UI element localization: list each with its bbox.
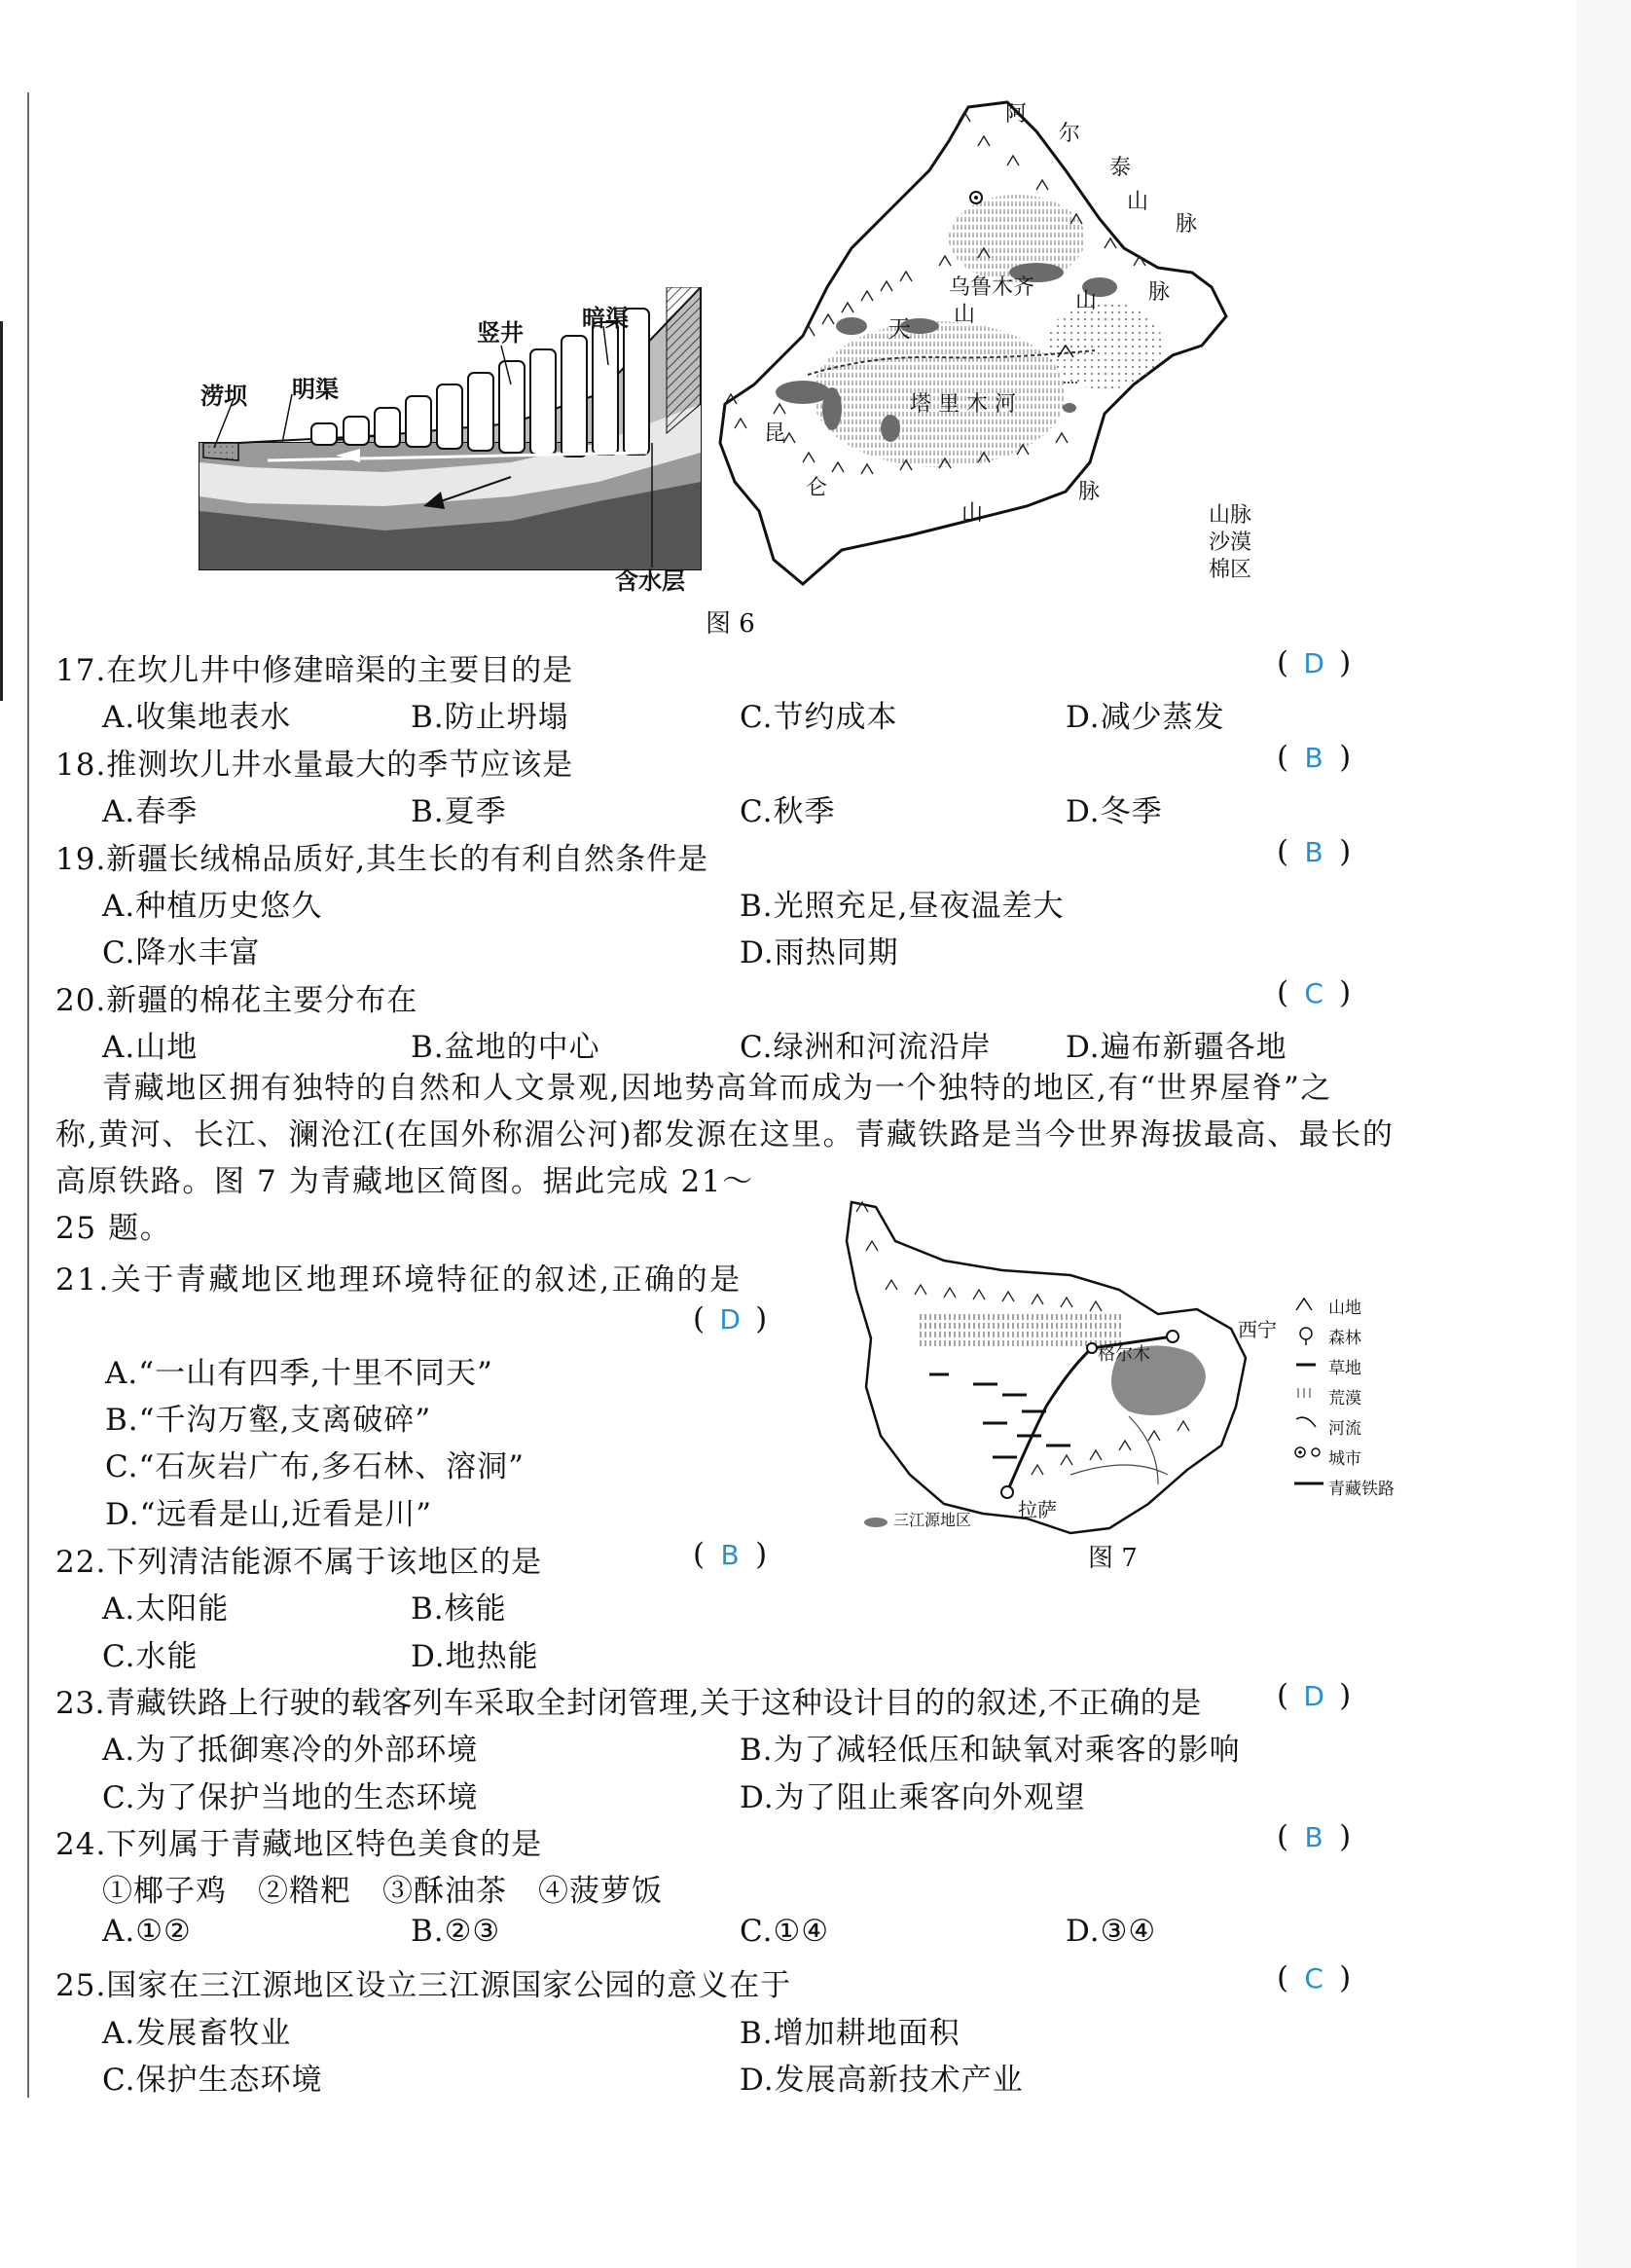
question-25-option-d: D.发展高新技术产业 (740, 2063, 1024, 2098)
question-23-answer-value: D (1303, 1680, 1324, 1712)
question-21-option-c: C.“石灰岩广布,多石林、溶洞” (105, 1449, 526, 1484)
question-18-option-a: A.春季 (102, 794, 199, 829)
question-23-answer: ( D ) (1277, 1678, 1352, 1713)
passage-line-2: 称,黄河、长江、澜沧江(在国外称湄公河)都发源在这里。青藏铁路是当今世界海拔最高、最长的 (55, 1117, 1395, 1152)
question-24-items: ①椰子鸡 ②糌粑 ③酥油茶 ④菠萝饭 (102, 1874, 663, 1909)
legend-desert-label: 沙漠 (1209, 530, 1252, 555)
map-label-tianshan-3: 山 (1075, 289, 1098, 313)
question-20-answer-value: C (1304, 977, 1323, 1009)
label-hidden-channel: 暗渠 (582, 304, 629, 332)
legend-grassland-label: 草地 (1328, 1359, 1361, 1378)
question-25-stem: 25.国家在三江源地区设立三江源国家公园的意义在于 (55, 1968, 792, 2003)
map-label-city-urumqi: 乌鲁木齐 (949, 275, 1035, 300)
question-19-answer-value: B (1304, 836, 1323, 868)
question-22-stem: 22.下列清洁能源不属于该地区的是 (55, 1545, 543, 1580)
figure7-legend-symbols (1292, 1295, 1327, 1499)
question-23-stem: 23.青藏铁路上行驶的载客列车采取全封闭管理,关于这种设计目的的叙述,不正确的是 (55, 1686, 1203, 1721)
question-20-option-a: A.山地 (102, 1030, 199, 1065)
question-17-option-d: D.减少蒸发 (1066, 700, 1225, 735)
question-23-option-d: D.为了阻止乘客向外观望 (740, 1780, 1086, 1815)
question-17-option-b: B.防止坍塌 (411, 700, 569, 735)
question-24-option-c: C.①④ (740, 1914, 830, 1949)
map-label-kunlun-1: 昆 (764, 421, 786, 446)
qinghai-tibet-map (837, 1183, 1294, 1543)
map-label-altay-3: 泰 (1109, 156, 1132, 180)
map-label-lhasa: 拉萨 (1018, 1498, 1057, 1521)
map-label-altay-5: 脉 (1176, 212, 1198, 237)
question-18-option-c: C.秋季 (740, 794, 836, 829)
label-dam: 涝坝 (200, 382, 247, 410)
figure6-caption: 图 6 (706, 609, 755, 639)
question-18-answer: ( B ) (1277, 740, 1352, 775)
question-21-option-b: B.“千沟万壑,支离破碎” (105, 1403, 432, 1438)
question-21-answer-value: D (719, 1303, 741, 1335)
question-24-stem: 24.下列属于青藏地区特色美食的是 (55, 1827, 543, 1862)
question-20-stem: 20.新疆的棉花主要分布在 (55, 983, 418, 1018)
label-aquifer: 含水层 (615, 567, 685, 595)
map-label-xining: 西宁 (1238, 1318, 1277, 1341)
question-21-option-d: D.“远看是山,近看是川” (105, 1497, 433, 1532)
question-20-option-d: D.遍布新疆各地 (1066, 1030, 1287, 1065)
question-24-option-b: B.②③ (411, 1914, 501, 1949)
map-label-kunlun-4: 脉 (1078, 480, 1101, 504)
question-19-option-b: B.光照充足,昼夜温差大 (740, 889, 1065, 924)
map-label-tarim-river: 塔 里 木 河 (910, 392, 1016, 417)
map-label-sanjiangyuan: 三江源地区 (893, 1511, 972, 1529)
legend-railway-label: 青藏铁路 (1328, 1480, 1395, 1499)
question-19-option-a: A.种植历史悠久 (102, 889, 323, 924)
map-label-tianshan-1: 天 (888, 315, 911, 343)
question-17-stem: 17.在坎儿井中修建暗渠的主要目的是 (55, 653, 574, 688)
question-25-answer-value: C (1304, 1962, 1323, 1994)
question-22-option-b: B.核能 (411, 1591, 507, 1627)
question-17-answer-value: D (1303, 647, 1324, 679)
question-23-option-b: B.为了减轻低压和缺氧对乘客的影响 (740, 1733, 1241, 1768)
question-19-stem: 19.新疆长绒棉品质好,其生长的有利自然条件是 (55, 842, 709, 877)
question-25-option-a: A.发展畜牧业 (102, 2016, 292, 2051)
figure7-caption: 图 7 (1088, 1544, 1138, 1573)
question-17-answer: ( D ) (1277, 645, 1352, 680)
question-22-option-c: C.水能 (102, 1639, 199, 1674)
question-22-option-a: A.太阳能 (102, 1591, 230, 1627)
question-21-answer: ( D ) (693, 1301, 768, 1336)
passage-line-1: 青藏地区拥有独特的自然和人文景观,因地势高耸而成为一个独特的地区,有“世界屋脊”之 (102, 1071, 1332, 1106)
margin-line (27, 92, 29, 2098)
legend-desert7-label: 荒漠 (1328, 1389, 1361, 1408)
map-label-altay-4: 山 (1127, 190, 1149, 214)
question-22-option-d: D.地热能 (411, 1639, 539, 1674)
question-21-option-a: A.“一山有四季,十里不同天” (105, 1356, 493, 1391)
question-24-option-a: A.①② (102, 1914, 192, 1949)
question-18-option-b: B.夏季 (411, 794, 507, 829)
question-18-answer-value: B (1304, 742, 1323, 774)
map-label-tianshan-4: 脉 (1148, 280, 1171, 305)
legend-city-label: 城市 (1328, 1449, 1361, 1469)
passage-line-4: 25 题。 (55, 1211, 172, 1246)
xinjiang-map (715, 92, 1260, 589)
legend-cotton-label: 棉区 (1209, 558, 1252, 582)
question-17-option-a: A.收集地表水 (102, 700, 292, 735)
question-24-option-d: D.③④ (1066, 1914, 1157, 1949)
map-label-altay-1: 阿 (1005, 102, 1028, 127)
passage-line-3: 高原铁路。图 7 为青藏地区简图。据此完成 21～ (55, 1164, 754, 1199)
label-open-channel: 明渠 (292, 375, 339, 403)
question-20-answer: ( C ) (1277, 975, 1352, 1010)
map-label-kunlun-3: 山 (961, 501, 984, 526)
legend-mountain-label: 山脉 (1209, 503, 1252, 528)
question-23-option-c: C.为了保护当地的生态环境 (102, 1780, 479, 1815)
question-18-stem: 18.推测坎儿井水量最大的季节应该是 (55, 748, 574, 783)
legend-mountain-land-label: 山地 (1328, 1299, 1361, 1318)
question-25-option-c: C.保护生态环境 (102, 2063, 323, 2098)
karez-diagram (190, 287, 715, 594)
legend-river-label: 河流 (1328, 1419, 1361, 1439)
question-25-option-b: B.增加耕地面积 (740, 2016, 960, 2051)
map-label-kunlun-2: 仑 (806, 476, 828, 500)
question-24-answer: ( B ) (1277, 1819, 1352, 1854)
question-20-option-b: B.盆地的中心 (411, 1030, 600, 1065)
question-19-option-d: D.雨热同期 (740, 935, 899, 970)
question-19-option-c: C.降水丰富 (102, 935, 261, 970)
map-label-altay-2: 尔 (1059, 122, 1081, 146)
map-label-tianshan-2: 山 (954, 303, 976, 327)
question-22-answer: ( B ) (693, 1537, 768, 1572)
legend-forest-label: 森林 (1328, 1329, 1361, 1348)
question-22-answer-value: B (720, 1539, 740, 1571)
question-24-answer-value: B (1304, 1821, 1323, 1853)
binding-edge-mark (0, 321, 3, 701)
question-18-option-d: D.冬季 (1066, 794, 1163, 829)
label-shaft: 竖井 (477, 318, 524, 347)
question-25-answer: ( C ) (1277, 1960, 1352, 1995)
map-label-golmud: 格尔木 (1098, 1344, 1150, 1365)
question-20-option-c: C.绿洲和河流沿岸 (740, 1030, 992, 1065)
question-23-option-a: A.为了抵御寒冷的外部环境 (102, 1733, 479, 1768)
question-17-option-c: C.节约成本 (740, 700, 898, 735)
question-21-stem: 21.关于青藏地区地理环境特征的叙述,正确的是 (55, 1262, 743, 1298)
question-19-answer: ( B ) (1277, 834, 1352, 869)
